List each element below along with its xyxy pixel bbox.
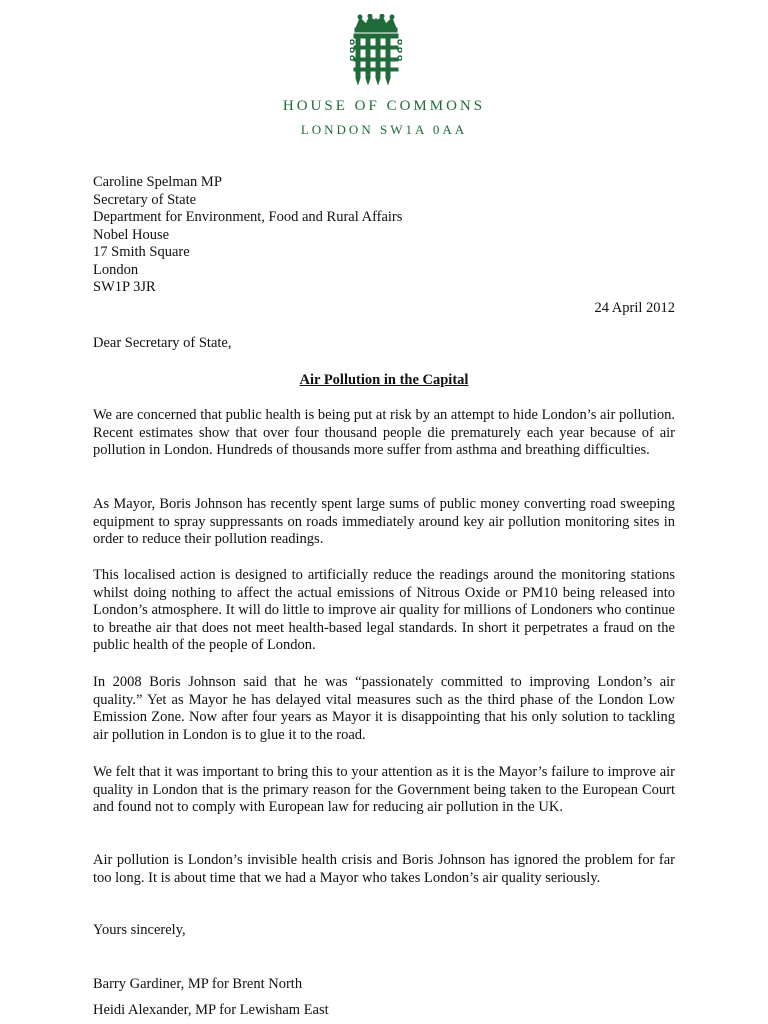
recipient-city: London: [93, 261, 139, 278]
recipient-address: [93, 174, 402, 297]
letter-date: 24 April 2012: [594, 300, 675, 316]
body-paragraph-4: In 2008 Boris Johnson said that he was “passionately committed to improving London’s air quality.” Yet as Mayor he has delayed vital measures such as the third phase of the London Low Emission Zone. Now after four years as Mayor it is disappointing that his only solution to tackling air pollution in London is to glue it to the road.: [93, 674, 675, 743]
body-paragraph-2: As Mayor, Boris Johnson has recently spent large sums of public money converting road sweeping equipment to spray suppressants on roads immediately around key air pollution monitoring sites in order to reduce their pollution readings.: [93, 496, 675, 547]
portcullis-icon: [350, 14, 402, 88]
signatory-1: Barry Gardiner, MP for Brent North: [93, 976, 303, 992]
signatory-2: Heidi Alexander, MP for Lewisham East: [93, 1002, 329, 1018]
recipient-postcode: SW1P 3JR: [93, 279, 156, 295]
recipient-title: Secretary of State: [93, 191, 197, 208]
letterhead-address: LONDON SW1A 0AA: [300, 122, 468, 137]
recipient-street: 17 Smith Square: [93, 244, 190, 260]
recipient-building: Nobel House: [93, 226, 170, 243]
subject-heading: Air Pollution in the Capital: [299, 372, 469, 388]
closing: Yours sincerely,: [93, 922, 186, 938]
body-paragraph-1: We are concerned that public health is being put at risk by an attempt to hide London’s air pollution. Recent estimates show that over four thousand people die prematurely each year because of air pollution in London. Hundreds of thousands more suffer from asthma and breathing difficulties.: [93, 407, 675, 458]
salutation: Dear Secretary of State,: [93, 335, 232, 351]
body-paragraph-6: Air pollution is London’s invisible health crisis and Boris Johnson has ignored the problem for far too long. It is about time that we had a Mayor who takes London’s air quality seriously.: [93, 852, 675, 886]
recipient-department: Department for Environment, Food and Rural Affairs: [93, 209, 403, 225]
body-paragraph-3: This localised action is designed to artificially reduce the readings around the monitoring stations whilst doing nothing to affect the actual emissions of Nitrous Oxide or PM10 being released into London’s atmosphere. It will do little to improve air quality for millions of Londoners who continue to breathe air that does not meet health-based legal standards. In short it perpetrates a fraud on the public health of the people of London.: [93, 567, 675, 653]
letterhead: [0, 0, 768, 150]
recipient-name: Caroline Spelman MP: [93, 174, 222, 190]
letterhead-title: HOUSE OF COMMONS: [282, 98, 486, 114]
body-paragraph-5: We felt that it was important to bring this to your attention as it is the Mayor’s failure to improve air quality in London that is the primary reason for the Government being taken to the European Court and found not to comply with European law for reducing air pollution in the UK.: [93, 764, 675, 815]
